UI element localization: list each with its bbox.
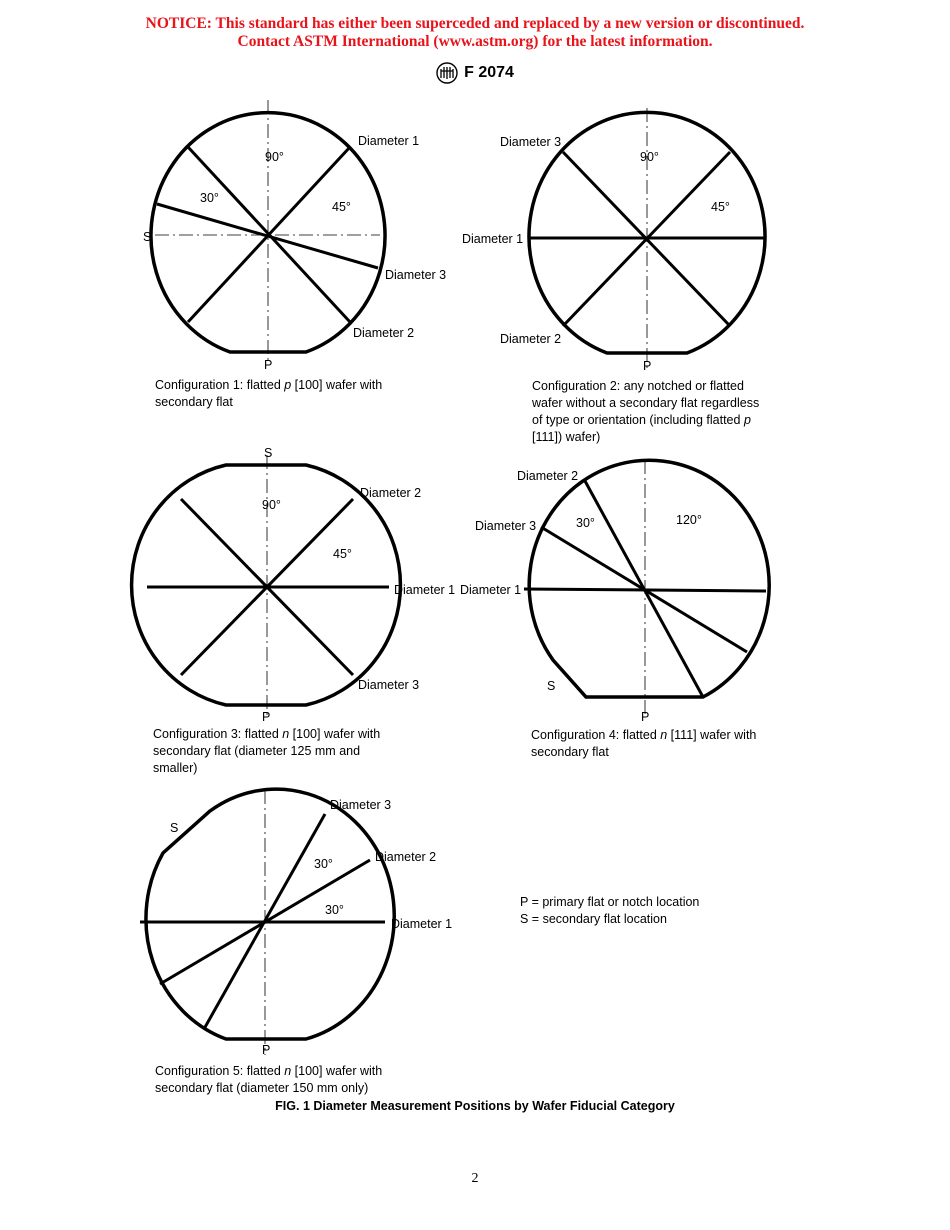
c5-diameter-2: Diameter 2	[375, 850, 437, 864]
c3-diameter-1: Diameter 1	[394, 583, 456, 597]
c3-secondary-flat: S	[264, 446, 273, 460]
c5-diameter-1: Diameter 1	[391, 917, 453, 931]
config1-wafer	[151, 100, 385, 360]
c3-caption: Configuration 3: flatted n [100] wafer with secondary flat (diameter 125 mm and smaller)	[153, 727, 381, 775]
c1-primary-flat: P	[264, 358, 273, 372]
c4-secondary-flat: S	[547, 679, 556, 693]
c1-angle-30: 30°	[200, 191, 219, 205]
config2-wafer	[529, 108, 765, 372]
c4-angle-30: 30°	[576, 516, 595, 530]
c4-diameter-3: Diameter 3	[475, 519, 537, 533]
c2-angle-90: 90°	[640, 150, 659, 164]
c4-caption: Configuration 4: flatted n [111] wafer with secondary flat	[531, 728, 757, 759]
c5-secondary-flat: S	[170, 821, 179, 835]
c4-diameter-2: Diameter 2	[517, 469, 579, 483]
legend	[520, 894, 699, 928]
c3-angle-90: 90°	[262, 498, 281, 512]
c3-primary-flat: P	[262, 710, 271, 724]
c2-diameter-2: Diameter 2	[500, 332, 562, 346]
c3-diameter-2: Diameter 2	[360, 486, 422, 500]
c2-angle-45: 45°	[711, 200, 730, 214]
notice-line-2: Contact ASTM International (www.astm.org) for the latest information.	[237, 33, 713, 50]
c5-caption: Configuration 5: flatted n [100] wafer with secondary flat (diameter 150 mm only)	[155, 1064, 383, 1095]
legend-secondary: S = secondary flat location	[520, 912, 667, 926]
c1-diameter-1: Diameter 1	[358, 134, 420, 148]
c5-angle-30-lower: 30°	[325, 903, 344, 917]
c3-diameter-3: Diameter 3	[358, 678, 420, 692]
page-number: 2	[471, 1171, 479, 1186]
c4-primary-flat: P	[641, 710, 650, 724]
designation: F 2074	[464, 64, 514, 81]
c5-angle-30-upper: 30°	[314, 857, 333, 871]
c3-angle-45: 45°	[333, 547, 352, 561]
figure-caption: FIG. 1 Diameter Measurement Positions by Wafer Fiducial Category	[275, 1099, 675, 1113]
c1-secondary-flat: S	[143, 230, 152, 244]
c5-diameter-3: Diameter 3	[330, 798, 392, 812]
c2-diameter-1: Diameter 1	[462, 232, 524, 246]
c4-angle-120: 120°	[676, 513, 702, 527]
legend-primary: P = primary flat or notch location	[520, 895, 700, 909]
notice-line-1: NOTICE: This standard has either been superceded and replaced by a new version or discontinued.	[145, 15, 805, 32]
c1-angle-45: 45°	[332, 200, 351, 214]
c5-primary-flat: P	[262, 1043, 271, 1057]
c1-angle-90: 90°	[265, 150, 284, 164]
c1-diameter-2: Diameter 2	[353, 326, 415, 340]
c1-diameter-3: Diameter 3	[385, 268, 447, 282]
c1-caption: Configuration 1: flatted p [100] wafer with secondary flat	[155, 378, 383, 409]
config4-wafer	[524, 460, 769, 715]
c2-caption: Configuration 2: any notched or flatted wafer without a secondary flat regardless of type or orientation (including flatted p [111]) wafer)	[532, 379, 760, 444]
c2-primary-flat: P	[643, 359, 652, 373]
c4-diameter-1: Diameter 1	[460, 583, 522, 597]
c2-diameter-3: Diameter 3	[500, 135, 562, 149]
